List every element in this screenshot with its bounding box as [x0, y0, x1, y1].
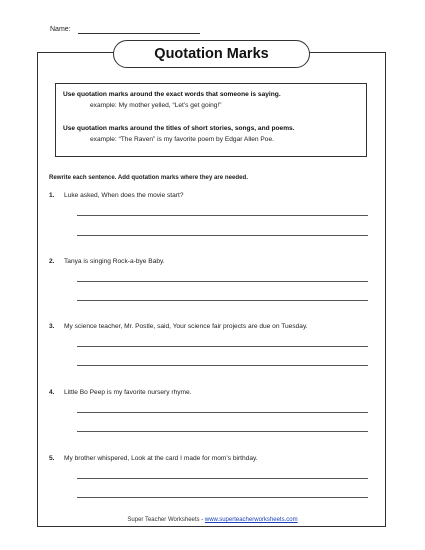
- question-5-number: 5.: [49, 455, 55, 462]
- answer-2-line-2[interactable]: [77, 300, 368, 301]
- question-5-text: My brother whispered, Look at the card I made for mom’s birthday.: [64, 455, 258, 462]
- answer-1-line-1[interactable]: [77, 215, 368, 216]
- answer-5-line-2[interactable]: [77, 497, 368, 498]
- answer-2-line-1[interactable]: [77, 281, 368, 282]
- question-1-number: 1.: [49, 192, 55, 199]
- name-field-line[interactable]: [78, 33, 200, 34]
- question-4-text: Little Bo Peep is my favorite nursery rhyme.: [64, 389, 192, 396]
- question-3-text: My science teacher, Mr. Postle, said, Your science fair projects are due on Tuesday.: [64, 323, 308, 330]
- footer-link[interactable]: www.superteacherworksheets.com: [204, 517, 298, 523]
- answer-4-line-2[interactable]: [77, 431, 368, 432]
- rule-1-example: example: My mother yelled, “Let’s get going!”: [90, 102, 222, 109]
- question-2-text: Tanya is singing Rock-a-bye Baby.: [64, 258, 165, 265]
- question-1-text: Luke asked, When does the movie start?: [64, 192, 184, 199]
- answer-5-line-1[interactable]: [77, 478, 368, 479]
- answer-1-line-2[interactable]: [77, 235, 368, 236]
- question-4-number: 4.: [49, 389, 55, 396]
- rule-2-text: Use quotation marks around the titles of short stories, songs, and poems.: [63, 125, 295, 132]
- answer-3-line-2[interactable]: [77, 365, 368, 366]
- footer-brand: Super Teacher Worksheets -: [127, 517, 205, 523]
- instructions: Rewrite each sentence. Add quotation marks where they are needed.: [49, 174, 248, 181]
- answer-4-line-1[interactable]: [77, 412, 368, 413]
- rule-1-text: Use quotation marks around the exact words that someone is saying.: [63, 91, 281, 98]
- answer-3-line-1[interactable]: [77, 346, 368, 347]
- rule-2-example: example: “The Raven” is my favorite poem by Edgar Allen Poe.: [90, 136, 274, 143]
- name-label: Name:: [50, 26, 71, 33]
- footer: [0, 517, 425, 523]
- question-2-number: 2.: [49, 258, 55, 265]
- question-3-number: 3.: [49, 323, 55, 330]
- page-title: Quotation Marks: [113, 40, 310, 68]
